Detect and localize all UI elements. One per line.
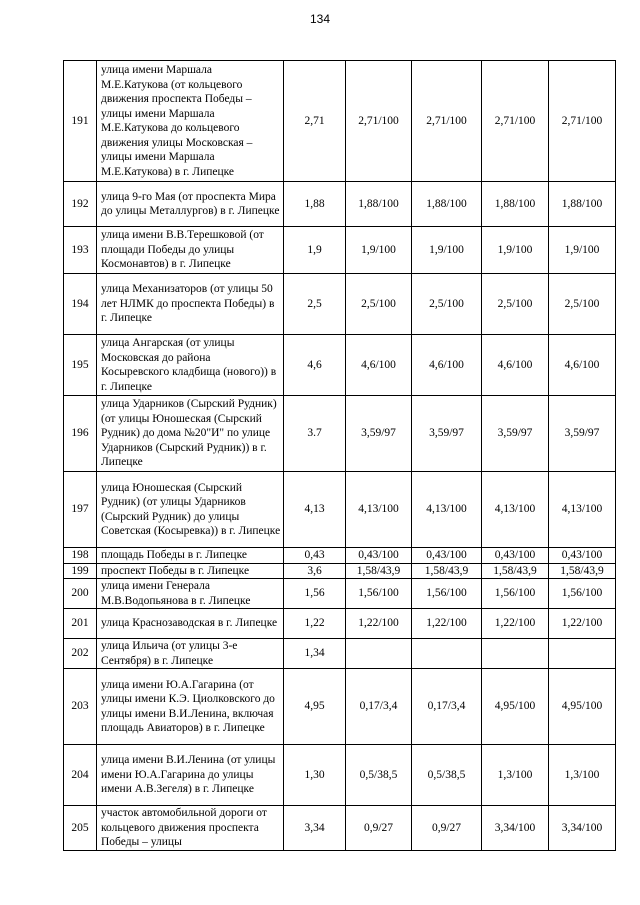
table-row: [64, 274, 616, 335]
value-cell-3: [482, 639, 549, 669]
value-cell-4: [549, 639, 616, 669]
row-number-cell: 199: [64, 563, 97, 579]
road-name-cell: улица имени Генерала М.В.Водопьянова в г. Липецке: [97, 579, 284, 609]
table-row: [64, 745, 616, 806]
table-row: [64, 639, 616, 669]
value-cell-1: 1,88/100: [346, 182, 412, 227]
length-cell: 3,6: [284, 563, 346, 579]
value-cell-2: 1,88/100: [412, 182, 482, 227]
length-cell: 1,30: [284, 745, 346, 806]
value-cell-1: 4,6/100: [346, 335, 412, 396]
table-row: [64, 579, 616, 609]
value-cell-3: 3,34/100: [482, 806, 549, 851]
value-cell-1: [346, 639, 412, 669]
road-name-cell: улица имени В.И.Ленина (от улицы имени Ю.А.Гагарина до улицы имени А.В.Зегеля) в г. Липецке: [97, 745, 284, 806]
value-cell-2: 3,59/97: [412, 396, 482, 472]
value-cell-3: 0,43/100: [482, 548, 549, 564]
roads-table: [63, 60, 616, 851]
value-cell-1: 1,56/100: [346, 579, 412, 609]
value-cell-2: [412, 639, 482, 669]
table-row: [64, 61, 616, 182]
road-name-cell: проспект Победы в г. Липецке: [97, 563, 284, 579]
row-number-cell: 194: [64, 274, 97, 335]
value-cell-4: 2,5/100: [549, 274, 616, 335]
road-name-cell: улица Краснозаводская в г. Липецке: [97, 609, 284, 639]
row-number-cell: 196: [64, 396, 97, 472]
table-row: [64, 182, 616, 227]
value-cell-4: 1,9/100: [549, 227, 616, 274]
value-cell-1: 0,5/38,5: [346, 745, 412, 806]
value-cell-4: 0,43/100: [549, 548, 616, 564]
value-cell-2: 1,58/43,9: [412, 563, 482, 579]
road-name-cell: улица Ильича (от улицы 3-е Сентября) в г. Липецке: [97, 639, 284, 669]
page-number: 134: [309, 12, 331, 26]
row-number-cell: 200: [64, 579, 97, 609]
road-name-cell: улица Механизаторов (от улицы 50 лет НЛМК до проспекта Победы) в г. Липецке: [97, 274, 284, 335]
value-cell-1: 1,58/43,9: [346, 563, 412, 579]
value-cell-4: 4,6/100: [549, 335, 616, 396]
table-row: [64, 669, 616, 745]
value-cell-1: 1,9/100: [346, 227, 412, 274]
value-cell-2: 1,56/100: [412, 579, 482, 609]
value-cell-4: 1,58/43,9: [549, 563, 616, 579]
length-cell: 3.7: [284, 396, 346, 472]
value-cell-2: 1,22/100: [412, 609, 482, 639]
value-cell-3: 2,5/100: [482, 274, 549, 335]
table-row: [64, 563, 616, 579]
length-cell: 0,43: [284, 548, 346, 564]
value-cell-2: 2,71/100: [412, 61, 482, 182]
length-cell: 3,34: [284, 806, 346, 851]
value-cell-2: 2,5/100: [412, 274, 482, 335]
value-cell-1: 3,59/97: [346, 396, 412, 472]
row-number-cell: 201: [64, 609, 97, 639]
value-cell-3: 1,58/43,9: [482, 563, 549, 579]
length-cell: 2,5: [284, 274, 346, 335]
value-cell-4: 1,88/100: [549, 182, 616, 227]
value-cell-3: 1,3/100: [482, 745, 549, 806]
length-cell: 4,95: [284, 669, 346, 745]
value-cell-3: 4,95/100: [482, 669, 549, 745]
value-cell-2: 1,9/100: [412, 227, 482, 274]
row-number-cell: 204: [64, 745, 97, 806]
row-number-cell: 193: [64, 227, 97, 274]
value-cell-1: 0,9/27: [346, 806, 412, 851]
table-row: [64, 548, 616, 564]
value-cell-2: 0,17/3,4: [412, 669, 482, 745]
length-cell: 4,6: [284, 335, 346, 396]
row-number-cell: 202: [64, 639, 97, 669]
value-cell-4: 3,59/97: [549, 396, 616, 472]
road-name-cell: улица 9-го Мая (от проспекта Мира до улицы Металлургов) в г. Липецке: [97, 182, 284, 227]
value-cell-4: 4,13/100: [549, 472, 616, 548]
length-cell: 2,71: [284, 61, 346, 182]
value-cell-4: 4,95/100: [549, 669, 616, 745]
value-cell-4: 1,56/100: [549, 579, 616, 609]
length-cell: 1,34: [284, 639, 346, 669]
road-name-cell: площадь Победы в г. Липецке: [97, 548, 284, 564]
row-number-cell: 192: [64, 182, 97, 227]
value-cell-4: 2,71/100: [549, 61, 616, 182]
road-name-cell: улица имени Маршала М.Е.Катукова (от кольцевого движения проспекта Победы – улицы имени Маршала М.Е.Катукова до кольцевого движения улицы Московская – улицы имени Маршала М.Е.Катукова) в г. Липецке: [97, 61, 284, 182]
value-cell-3: 4,13/100: [482, 472, 549, 548]
road-name-cell: улица Ангарская (от улицы Московская до района Косыревского кладбища (нового)) в г. Липецке: [97, 335, 284, 396]
length-cell: 1,88: [284, 182, 346, 227]
table-body: [64, 61, 616, 851]
table-row: [64, 227, 616, 274]
value-cell-3: 3,59/97: [482, 396, 549, 472]
road-name-cell: участок автомобильной дороги от кольцевого движения проспекта Победы – улицы: [97, 806, 284, 851]
length-cell: 1,56: [284, 579, 346, 609]
table-row: [64, 472, 616, 548]
road-name-cell: улица Ударников (Сырский Рудник) (от улицы Юношеская (Сырский Рудник) до дома №20"И" по улице Ударников (Сырский Рудник)) в г. Липецке: [97, 396, 284, 472]
road-name-cell: улица имени Ю.А.Гагарина (от улицы имени К.Э. Циолковского до улицы имени В.И.Ленина, включая площадь Авиаторов) в г. Липецке: [97, 669, 284, 745]
row-number-cell: 191: [64, 61, 97, 182]
value-cell-2: 4,6/100: [412, 335, 482, 396]
table-row: [64, 396, 616, 472]
value-cell-3: 1,22/100: [482, 609, 549, 639]
length-cell: 1,22: [284, 609, 346, 639]
value-cell-1: 2,71/100: [346, 61, 412, 182]
value-cell-3: 1,56/100: [482, 579, 549, 609]
table-row: [64, 609, 616, 639]
road-name-cell: улица имени В.В.Терешковой (от площади Победы до улицы Космонавтов) в г. Липецке: [97, 227, 284, 274]
value-cell-1: 0,17/3,4: [346, 669, 412, 745]
value-cell-3: 1,88/100: [482, 182, 549, 227]
length-cell: 4,13: [284, 472, 346, 548]
value-cell-1: 0,43/100: [346, 548, 412, 564]
table-row: [64, 806, 616, 851]
value-cell-4: 1,3/100: [549, 745, 616, 806]
value-cell-4: 3,34/100: [549, 806, 616, 851]
value-cell-3: 4,6/100: [482, 335, 549, 396]
row-number-cell: 195: [64, 335, 97, 396]
value-cell-3: 1,9/100: [482, 227, 549, 274]
value-cell-1: 4,13/100: [346, 472, 412, 548]
table-row: [64, 335, 616, 396]
road-name-cell: улица Юношеская (Сырский Рудник) (от улицы Ударников (Сырский Рудник) до улицы Советская (Косыревка)) в г. Липецке: [97, 472, 284, 548]
value-cell-3: 2,71/100: [482, 61, 549, 182]
value-cell-2: 4,13/100: [412, 472, 482, 548]
value-cell-1: 2,5/100: [346, 274, 412, 335]
row-number-cell: 197: [64, 472, 97, 548]
length-cell: 1,9: [284, 227, 346, 274]
row-number-cell: 205: [64, 806, 97, 851]
row-number-cell: 198: [64, 548, 97, 564]
value-cell-2: 0,9/27: [412, 806, 482, 851]
value-cell-2: 0,43/100: [412, 548, 482, 564]
row-number-cell: 203: [64, 669, 97, 745]
value-cell-1: 1,22/100: [346, 609, 412, 639]
value-cell-4: 1,22/100: [549, 609, 616, 639]
value-cell-2: 0,5/38,5: [412, 745, 482, 806]
